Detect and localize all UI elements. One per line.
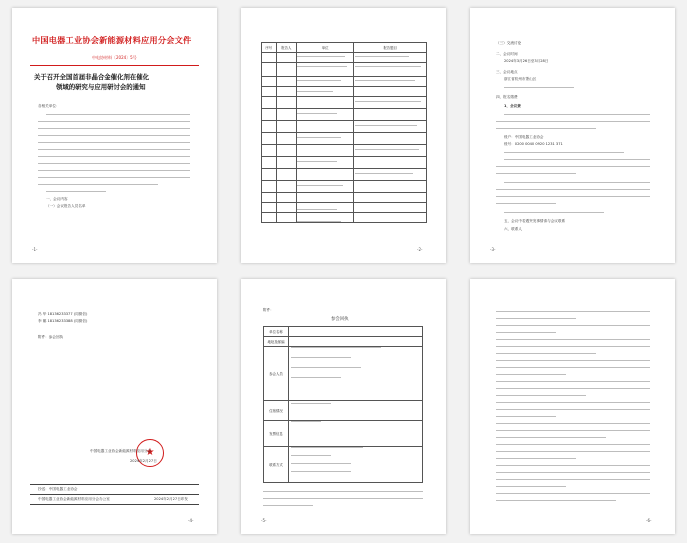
document-page-2[interactable] <box>241 8 446 263</box>
body-text-line <box>496 128 596 129</box>
table-row <box>262 109 427 121</box>
body-text-line <box>496 402 650 403</box>
table-row <box>262 133 427 145</box>
section-heading: 二、会议时间 <box>496 52 518 56</box>
body-text-line <box>496 479 650 480</box>
cell-text <box>297 113 337 114</box>
note-text <box>263 505 313 506</box>
document-header-title: 中国电器工业协会新能源材料应用分会文件 <box>32 35 192 45</box>
note-text <box>263 498 423 499</box>
body-text-line <box>496 381 650 382</box>
body-text-line <box>38 142 190 143</box>
document-page-5[interactable] <box>241 279 446 534</box>
document-page-6[interactable] <box>470 279 675 534</box>
body-text-line <box>496 166 650 167</box>
attachment-label: 附件：参会回执 <box>38 335 64 339</box>
contact-line: 李 娜 18136233388 (同微信) <box>38 319 88 323</box>
body-text-line <box>496 360 650 361</box>
body-text-line <box>496 430 650 431</box>
table-row <box>262 181 427 193</box>
footer-rule <box>30 494 199 495</box>
section-text: 五、会议中若遇突发事情请与会议联系 <box>504 219 566 223</box>
table-header: 序号 <box>262 43 277 53</box>
account-number: 账号：0200 0040 0920 1231 371 <box>504 142 563 146</box>
table-header: 报告人 <box>276 43 296 53</box>
body-text-line <box>496 500 616 501</box>
table-header: 报告题目 <box>354 43 427 53</box>
notice-title-line-2: 领域的研究与应用研讨会的通知 <box>56 83 146 91</box>
body-text-line <box>38 156 190 157</box>
section-text: 2024年3月26日至3月28日 <box>504 59 549 63</box>
cell-text <box>297 91 333 92</box>
salutation: 各相关单位： <box>38 104 60 108</box>
signature-organization: 中国电器工业协会新能源材料应用分会 <box>90 449 152 453</box>
body-text-line <box>504 114 650 115</box>
body-text-line <box>38 163 190 164</box>
form-text <box>291 347 381 348</box>
speaker-table <box>261 42 427 223</box>
footer-issue-date: 2024年2月27日印发 <box>154 497 188 501</box>
document-number: 中电协材料〔2024〕5号 <box>92 55 137 60</box>
table-row <box>262 87 427 97</box>
form-title: 参会回执 <box>331 317 349 322</box>
body-text-line <box>496 311 650 312</box>
body-text-line <box>496 395 586 396</box>
cell-text <box>355 66 421 67</box>
body-text-line <box>496 416 556 417</box>
page-number: -3- <box>490 247 496 252</box>
section-heading: 三、会议地点 <box>496 70 518 74</box>
body-text-line <box>38 149 190 150</box>
section-heading: 六、联系人 <box>504 227 522 231</box>
body-text-line <box>38 135 190 136</box>
body-text-line <box>496 367 650 368</box>
body-text-line <box>46 114 190 115</box>
footer-issuer: 中国电器工业协会新能源材料应用分会办公室 <box>38 497 110 501</box>
form-text <box>291 403 331 404</box>
form-row-label: 单位名称 <box>264 327 289 337</box>
body-text-line <box>496 318 576 319</box>
body-text-line <box>504 152 624 153</box>
cell-text <box>355 125 417 126</box>
red-divider <box>30 65 199 66</box>
body-text-line <box>496 332 556 333</box>
attachment-label: 附件： <box>263 308 274 312</box>
signature-date: 2024年2月27日 <box>130 459 157 463</box>
cell-text <box>355 173 413 174</box>
page-number: -2- <box>417 247 423 252</box>
form-row-label: 联系方式 <box>264 447 289 483</box>
cell-text <box>355 101 421 102</box>
page-number: -1- <box>32 247 38 252</box>
document-page-3[interactable] <box>470 8 675 263</box>
form-text <box>291 367 361 368</box>
body-text-line <box>496 189 650 190</box>
table-row <box>262 63 427 77</box>
footer-rule <box>30 484 199 485</box>
body-text-line <box>496 346 650 347</box>
body-text-line <box>38 170 190 171</box>
section-heading: 四、报名缴费 <box>496 95 518 99</box>
body-text-line <box>496 374 566 375</box>
table-row <box>262 213 427 223</box>
form-text <box>291 357 351 358</box>
table-row <box>262 121 427 133</box>
cell-text <box>297 185 343 186</box>
body-text-line <box>38 184 158 185</box>
document-page-4[interactable] <box>12 279 217 534</box>
body-text-line <box>504 212 604 213</box>
body-text-line <box>496 388 650 389</box>
section-heading: 一、会议内容 <box>46 197 68 201</box>
body-text-line <box>496 121 650 122</box>
footer-rule <box>30 504 199 505</box>
body-text-line <box>38 128 190 129</box>
table-row <box>262 53 427 63</box>
table-row <box>262 193 427 203</box>
table-row <box>262 169 427 181</box>
form-row-label: 住宿情况 <box>264 401 289 421</box>
cell-text <box>297 137 341 138</box>
body-text-line <box>504 182 650 183</box>
table-header: 单位 <box>297 43 354 53</box>
cell-text <box>297 56 345 57</box>
cell-text <box>355 56 409 57</box>
page-number: -6- <box>646 518 652 523</box>
registration-form-table <box>263 326 423 483</box>
body-text-line <box>496 173 576 174</box>
form-row-label: 发票信息 <box>264 421 289 447</box>
form-row-label: 地址及邮编 <box>264 337 289 347</box>
document-page-1[interactable] <box>12 8 217 263</box>
cell-text <box>297 161 337 162</box>
body-text-line <box>496 486 566 487</box>
body-text-line <box>496 437 606 438</box>
body-text-line <box>496 451 650 452</box>
section-heading: （三）交流讨论 <box>496 41 522 45</box>
form-row-label: 参会人员 <box>264 347 289 401</box>
body-text-line <box>38 177 190 178</box>
page-number: -5- <box>261 518 267 523</box>
cell-text <box>355 149 419 150</box>
body-text-line <box>46 191 106 192</box>
cell-text <box>297 221 341 222</box>
body-text-line <box>496 325 650 326</box>
page-number: -4- <box>188 518 194 523</box>
table-row <box>262 203 427 213</box>
body-text-line <box>496 353 596 354</box>
body-text-line <box>496 458 576 459</box>
cell-text <box>297 66 347 67</box>
body-text-line <box>496 493 650 494</box>
body-text-line <box>496 409 650 410</box>
body-text-line <box>496 196 650 197</box>
form-text <box>291 471 351 472</box>
table-row <box>262 145 427 157</box>
body-text-line <box>496 444 650 445</box>
body-text-line <box>496 423 650 424</box>
section-text: 浙江省杭州市萧山区 <box>504 77 537 81</box>
note-text <box>263 491 423 492</box>
form-text <box>291 377 341 378</box>
account-name: 账户：中国电器工业协会 <box>504 135 544 139</box>
form-text <box>291 455 331 456</box>
body-text-line <box>496 203 556 204</box>
body-text-line <box>496 465 650 466</box>
body-text-line <box>496 472 650 473</box>
star-icon: ★ <box>145 446 155 458</box>
table-row <box>262 97 427 109</box>
sub-section-heading: （一）会议报告人员名单 <box>46 204 86 208</box>
table-row <box>262 77 427 87</box>
body-text-line <box>504 159 650 160</box>
notice-title-line-1: 关于召开全国首届非晶合金催化剂在催化 <box>34 73 150 81</box>
section-subheading: 1．会议费 <box>504 104 521 108</box>
footer-cc: 抄送：中国电器工业协会 <box>38 487 78 491</box>
cell-text <box>355 80 415 81</box>
form-text <box>291 463 351 464</box>
form-text <box>291 421 321 422</box>
table-row <box>262 157 427 169</box>
cell-text <box>297 209 337 210</box>
body-text-line <box>504 87 574 88</box>
contact-line: 冯 华 18136233377 (同微信) <box>38 312 88 316</box>
body-text-line <box>38 121 190 122</box>
form-text <box>291 447 363 448</box>
cell-text <box>297 80 341 81</box>
body-text-line <box>496 339 650 340</box>
